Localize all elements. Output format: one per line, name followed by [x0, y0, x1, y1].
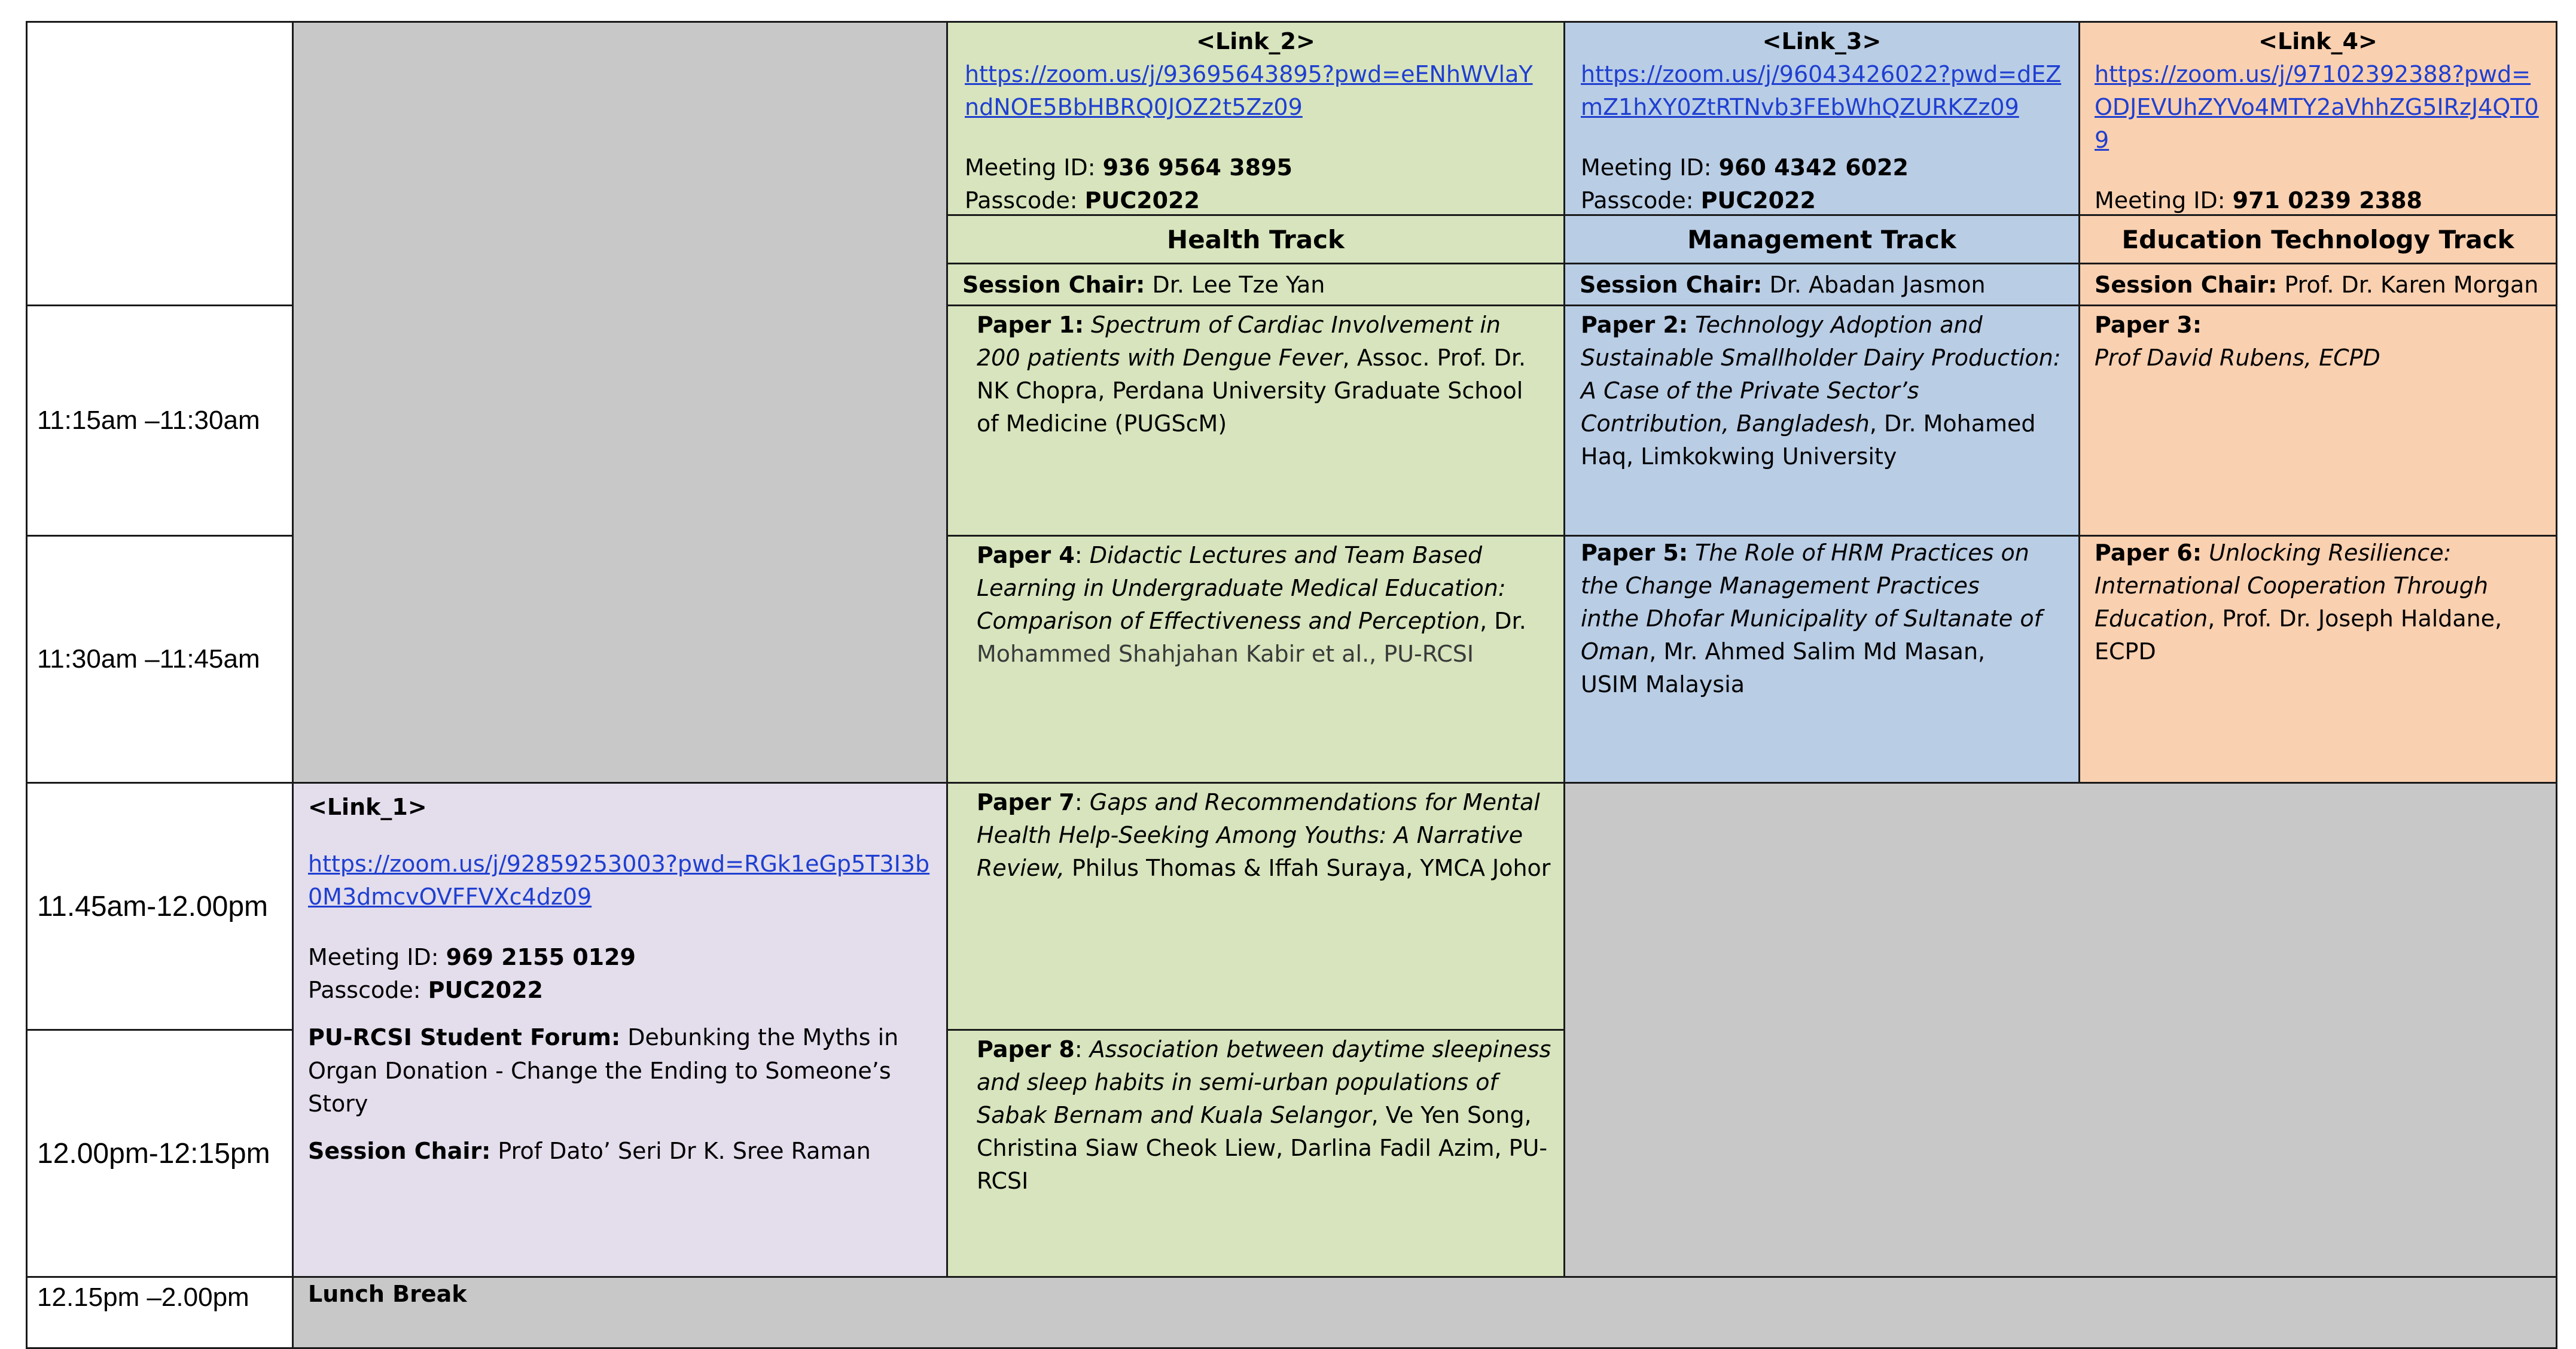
paper-8-cell: Paper 8: Association between daytime sleepiness and sleep habits in semi-urban populations of Sabak Bernam and Kuala Selangor, Ve Yen Song, Christina Siaw Cheok Liew, Darlina Fadil Azim, PU-RCSI	[946, 1029, 1565, 1278]
management-session-chair	[1563, 263, 2080, 306]
link1-student-forum-cell	[292, 782, 948, 1278]
time-label: 12.00pm-12:15pm	[37, 1137, 270, 1170]
link4-meeting: Meeting ID: 971 0239 2388	[2095, 187, 2422, 214]
chair-label: Session Chair:	[2095, 271, 2278, 298]
link4-url[interactable]: https://zoom.us/j/97102392388?pwd=ODJEVUhZYVo4MTY2aVhhZG5IRzJ4QT09	[2095, 61, 2539, 154]
paper-authors: , Dr.	[1480, 608, 1526, 635]
time-header-cell	[26, 21, 294, 306]
paper-label: Paper 3:	[2095, 312, 2202, 338]
paper-3-cell	[2078, 304, 2557, 537]
education-session-chair	[2078, 263, 2557, 306]
paper-authors: , Dr. Mohamed Haq, Limkokwing University	[1581, 410, 2036, 470]
paper-authors: , Prof. Dr. Joseph Haldane, ECPD	[2095, 605, 2502, 665]
paper-label: Paper 5:	[1581, 540, 1688, 566]
paper-title: Unlocking Resilience: International Cooperation Through Education	[2095, 540, 2489, 632]
paper-title: Didactic Lectures and Team Based Learning in Undergraduate Medical Education: Comparison of Effectiveness and Perception	[977, 542, 1506, 635]
time-slot-1	[26, 304, 294, 537]
paper-authors: , Assoc. Prof. Dr. NK Chopra, Perdana University Graduate School of Medicine (PUGScM)	[977, 345, 1526, 437]
link2-meeting: Meeting ID: 936 9564 3895	[965, 154, 1292, 181]
link1-label: <Link_1>	[308, 794, 427, 820]
paper-title: Prof David Rubens, ECPD	[2095, 345, 2380, 371]
empty-grey-block	[292, 21, 948, 784]
paper-4-cell: Paper 4: Didactic Lectures and Team Based Learning in Undergraduate Medical Education: Comparison of Effectiveness and Perception, Dr. Mohammed Shahjahan Kabir et al., PU-RCSI	[946, 535, 1565, 784]
link2-label: <Link_2>	[1196, 28, 1315, 54]
link1-url[interactable]: https://zoom.us/j/92859253003?pwd=RGk1eGp5T3I3b0M3dmcvOVFFVXc4dz09	[308, 851, 930, 911]
time-slot-3	[26, 782, 294, 1031]
empty-grey-block-right	[1563, 782, 2557, 1278]
chair-name: Dr. Abadan Jasmon	[1769, 271, 1986, 298]
link3-passcode: Passcode: PUC2022	[1581, 187, 1816, 214]
time-label: 11.45am-12.00pm	[37, 890, 269, 922]
time-slot-4	[26, 1029, 294, 1278]
track-title: Health Track	[1167, 224, 1345, 254]
chair-name: Dr. Lee Tze Yan	[1152, 271, 1325, 298]
health-track-header	[946, 214, 1565, 264]
paper-authors: Philus Thomas & Iffah Suraya, YMCA Johor	[1064, 855, 1551, 882]
link2-url[interactable]: https://zoom.us/j/93695643895?pwd=eENhWVlaYndNOE5BbHBRQ0JOZ2t5Zz09	[965, 61, 1533, 121]
link3-meeting: Meeting ID: 960 4342 6022	[1581, 154, 1909, 181]
paper-title: Association between daytime sleepiness and sleep habits in semi-urban populations of Sabak Bernam and Kuala Selangor	[977, 1036, 1551, 1129]
paper-label: Paper 7	[977, 789, 1075, 815]
time-slot-5	[26, 1276, 294, 1349]
link2-header	[946, 21, 1565, 216]
link3-url[interactable]: https://zoom.us/j/96043426022?pwd=dEZmZ1hXY0ZtRTNvb3FEbWhQZURKZz09	[1581, 61, 2062, 121]
student-forum-description: PU-RCSI Student Forum: Debunking the Myths in Organ Donation - Change the Ending to Someone’s Story	[308, 1024, 899, 1117]
paper-2-cell	[1563, 304, 2080, 537]
student-forum-chair: Session Chair: Prof Dato’ Seri Dr K. Sree Raman	[308, 1137, 871, 1164]
link1-meeting: Meeting ID: 969 2155 0129	[308, 944, 636, 971]
paper-authors: , Ve Yen Song, Christina Siaw Cheok Liew, Darlina Fadil Azim, PU-RCSI	[977, 1102, 1548, 1195]
link4-label: <Link_4>	[2258, 28, 2377, 54]
paper-label: Paper 2:	[1581, 312, 1688, 338]
paper-label: Paper 4	[977, 542, 1075, 568]
paper-6-cell	[2078, 535, 2557, 784]
track-title: Management Track	[1687, 224, 1956, 254]
paper-title: Spectrum of Cardiac Involvement in 200 patients with Dengue Fever	[977, 312, 1501, 371]
time-label: 11:15am –11:30am	[37, 406, 260, 435]
link3-label: <Link_3>	[1762, 28, 1882, 54]
chair-label: Session Chair:	[1580, 271, 1763, 298]
chair-label: Session Chair:	[962, 271, 1145, 298]
paper-title: Technology Adoption and Sustainable Smallholder Dairy Production: A Case of the Private Sector’s Contribution, Bangladesh	[1581, 312, 2061, 437]
paper-title: The Role of HRM Practices on the Change Management Practices inthe Dhofar Municipality of Sultanate of Oman	[1581, 540, 2042, 665]
health-session-chair	[946, 263, 1565, 306]
link4-header	[2078, 21, 2557, 216]
paper-7-cell: Paper 7: Gaps and Recommendations for Mental Health Help-Seeking Among Youths: A Narrative Review, Philus Thomas & Iffah Suraya, YMCA Johor	[946, 782, 1565, 1031]
time-label: 12.15pm –2.00pm	[37, 1283, 249, 1312]
paper-label: Paper 6:	[2095, 540, 2202, 566]
time-label: 11:30am –11:45am	[37, 644, 260, 674]
lunch-break-row	[292, 1276, 2557, 1349]
track-title: Education Technology Track	[2121, 224, 2514, 254]
paper-label: Paper 1:	[977, 312, 1084, 338]
education-track-header	[2078, 214, 2557, 264]
link2-passcode: Passcode: PUC2022	[965, 187, 1200, 214]
paper-title: Gaps and Recommendations for Mental Health Help-Seeking Among Youths: A Narrative Review,	[977, 789, 1540, 882]
paper-1-cell	[946, 304, 1565, 537]
paper-authors: , Mr. Ahmed Salim Md Masan, USIM Malaysia	[1581, 638, 1986, 698]
chair-name: Prof. Dr. Karen Morgan	[2284, 271, 2539, 298]
paper-authors-continued: Mohammed Shahjahan Kabir et al., PU-RCSI	[977, 641, 1474, 668]
link1-passcode: Passcode: PUC2022	[308, 977, 543, 1004]
link3-header	[1563, 21, 2080, 216]
time-slot-2	[26, 535, 294, 784]
management-track-header	[1563, 214, 2080, 264]
paper-5-cell	[1563, 535, 2080, 784]
paper-label: Paper 8	[977, 1036, 1075, 1062]
lunch-label: Lunch Break	[308, 1281, 467, 1307]
